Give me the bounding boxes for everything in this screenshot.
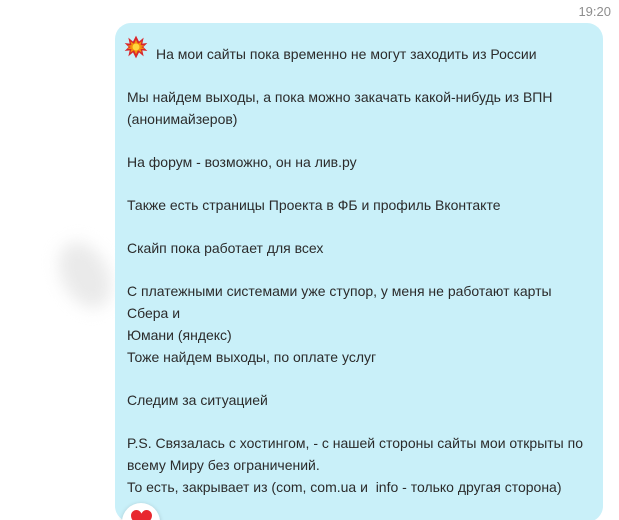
message-paragraph xyxy=(127,237,587,259)
message-line: Скайп пока работает для всех xyxy=(127,240,324,256)
message-timestamp: 19:20 xyxy=(578,4,611,19)
message-line: С платежными системами уже ступор, у меня не работают карты Сбера и xyxy=(127,283,556,321)
message-line: Следим за ситуацией xyxy=(127,392,268,408)
message-paragraphs xyxy=(127,35,587,498)
message-paragraph xyxy=(127,432,587,498)
blurred-smudge xyxy=(48,233,121,316)
collision-emoji xyxy=(124,35,148,65)
message-line: Также есть страницы Проекта в ФБ и профиль Вконтакте xyxy=(127,197,501,213)
message-bubble[interactable] xyxy=(115,23,603,520)
message-line: Мы найдем выходы, а пока можно закачать какой-нибудь из ВПН xyxy=(127,89,553,105)
message-line: На мои сайты пока временно не могут заходить из России xyxy=(156,46,537,62)
message-line: (анонимайзеров) xyxy=(127,111,238,127)
message-line: Тоже найдем выходы, по оплате услуг xyxy=(127,349,377,365)
message-paragraph xyxy=(127,280,587,368)
message-paragraph xyxy=(127,389,587,411)
message-line: P.S. Связалась с хостингом, - с нашей стороны сайты мои открыты по xyxy=(127,435,583,451)
red-heart-icon xyxy=(131,510,152,520)
message-paragraph xyxy=(127,151,587,173)
message-line: То есть, закрывает из (com, com.ua и info - только другая сторона) xyxy=(127,479,562,495)
message-paragraph xyxy=(127,194,587,216)
message-line: всему Миру без ограничений. xyxy=(127,457,320,473)
message-paragraph xyxy=(127,35,587,65)
message-line: На форум - возможно, он на лив.ру xyxy=(127,154,357,170)
heart-reaction-button[interactable] xyxy=(122,503,160,520)
message-line: Юмани (яндекс) xyxy=(127,327,232,343)
message-paragraph xyxy=(127,86,587,130)
